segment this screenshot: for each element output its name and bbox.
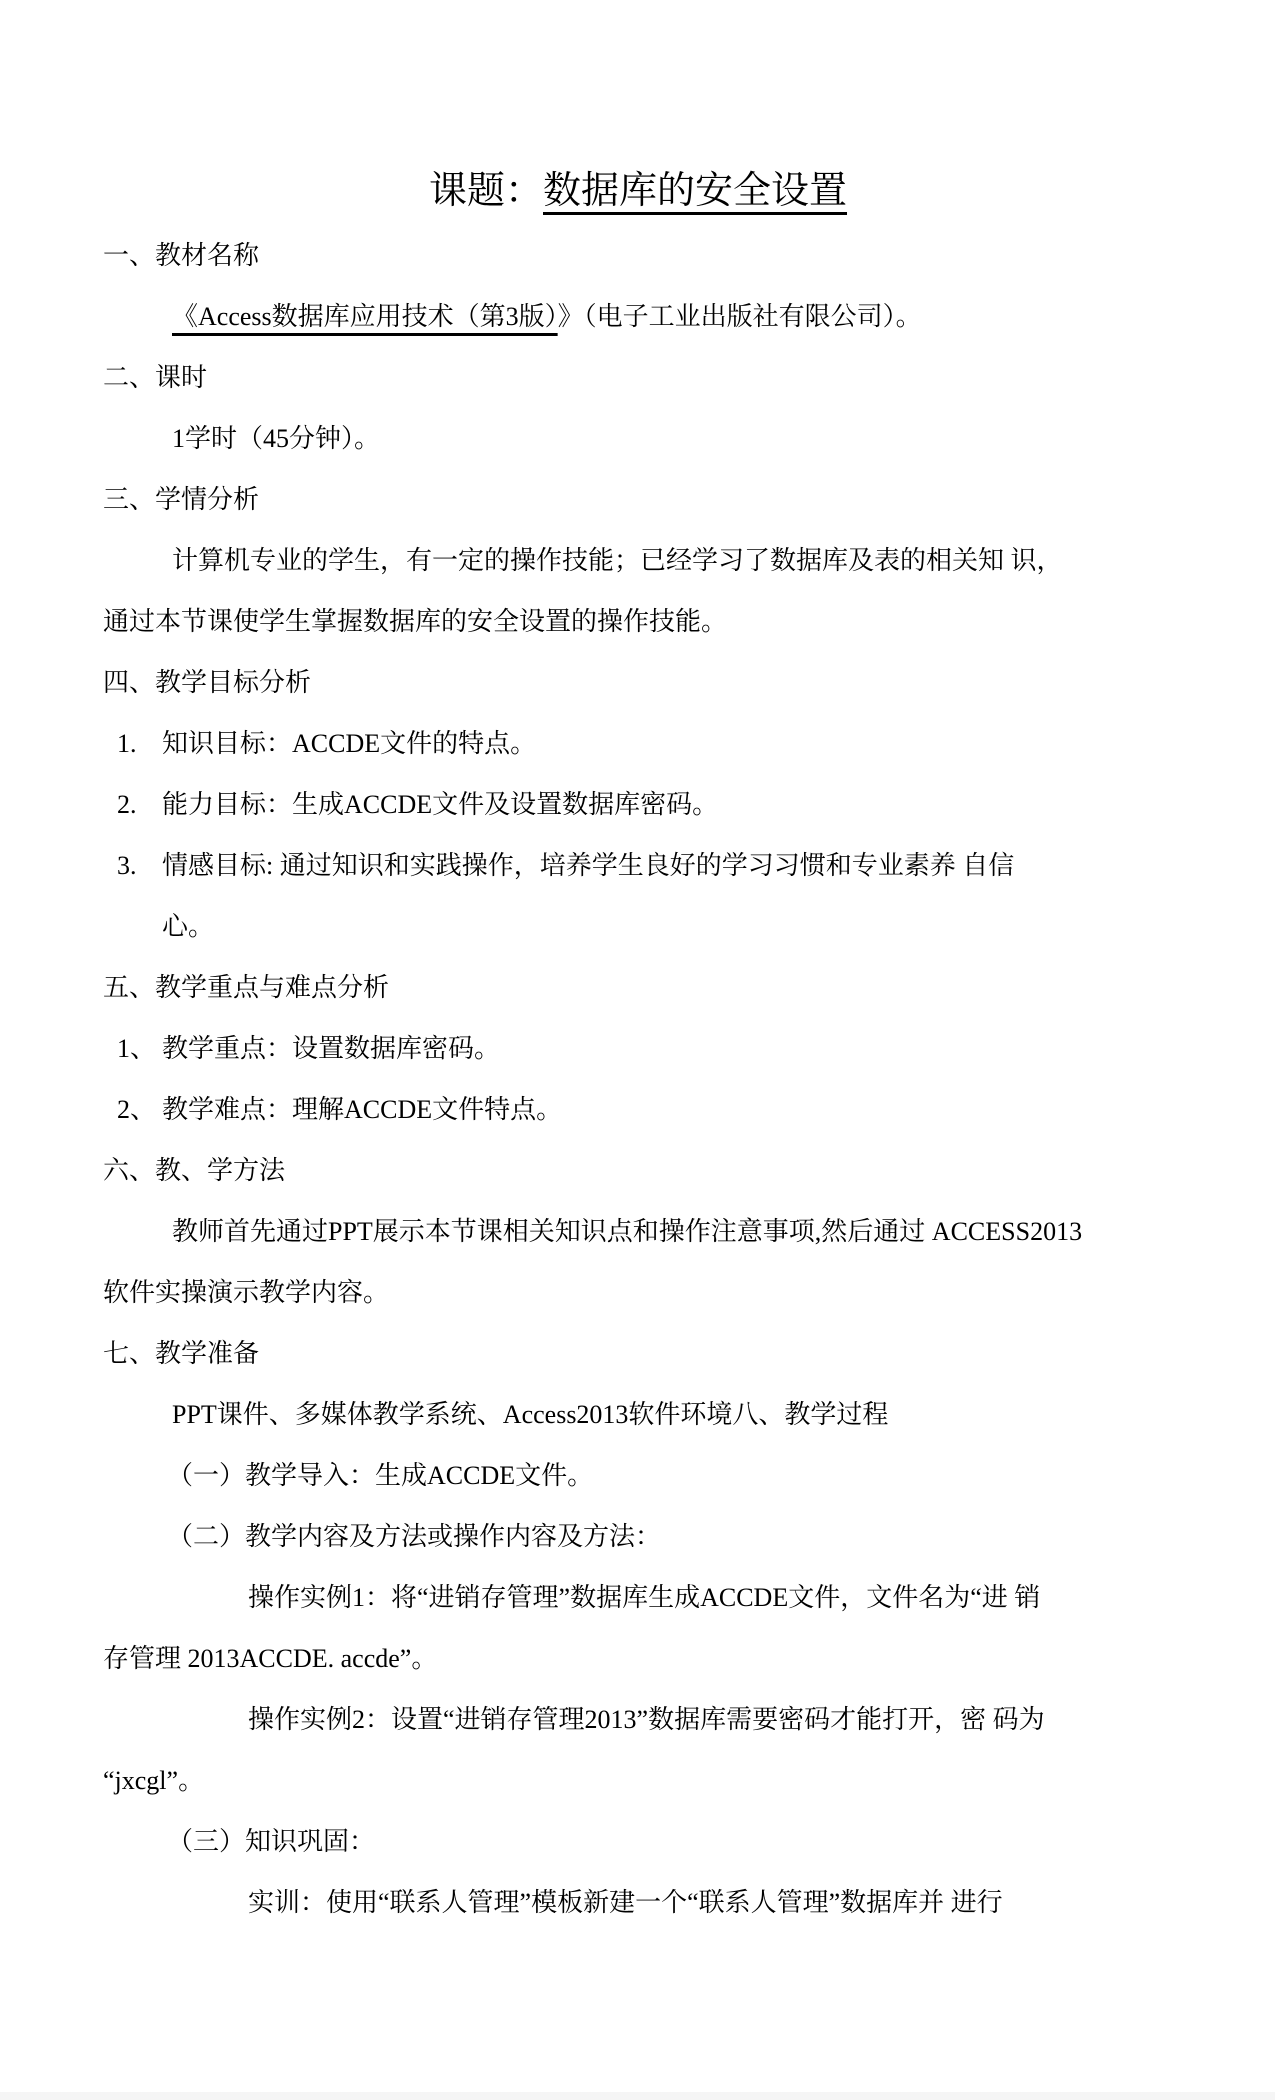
text-line: “jxcgl”。 [103,1766,205,1795]
text-line [103,774,1173,835]
text-line: 操作实例1：将“进销存管理”数据库生成ACCDE文件，文件名为“进 销 [248,1583,1041,1612]
text-line: 一、教材名称 [103,241,260,270]
list-number: 1. [117,729,137,758]
text-line: 通过本节课使学生掌握数据库的安全设置的操作技能。 [103,607,728,636]
text-line: 计算机专业的学生，有一定的操作技能；已经学习了数据库及表的相关知 识， [172,546,1063,575]
text-line: 七、教学准备 [103,1339,260,1368]
document-body [103,225,1173,1933]
title-underlined-text: 数据库的安全设置 [543,170,848,212]
list-text: 情感目标: 通过知识和实践操作，培养学生良好的学习习惯和专业素养 自信 [162,851,1015,880]
text-line [103,1079,1173,1140]
text-line: （一）教学导入：生成ACCDE文件。 [167,1461,594,1490]
text-line [103,713,1173,774]
document-title [103,157,1173,225]
text-line [103,835,1173,896]
text-line: 三、学情分析 [103,485,260,514]
text-line: 1学时（45分钟）。 [172,424,381,453]
text-line: 操作实例2：设置“进销存管理2013”数据库需要密码才能打开，密 码为 [248,1705,1045,1734]
text-line: 软件实操演示教学内容。 [103,1278,390,1307]
underlined-text-segment: 《Access数据库应用技术（第3版） [172,302,558,331]
text-line [103,286,1173,347]
text-line: PPT课件、多媒体教学系统、Access2013软件环境八、教学过程 [172,1400,889,1429]
list-number: 1、 [117,1034,157,1063]
list-text: 能力目标：生成ACCDE文件及设置数据库密码。 [162,790,719,819]
list-number: 2、 [117,1095,157,1124]
document-content [103,157,1173,1933]
list-text: 教学难点：理解ACCDE文件特点。 [162,1095,563,1124]
text-line: 四、教学目标分析 [103,668,312,697]
text-line: 五、教学重点与难点分析 [103,973,390,1002]
text-line: 实训：使用“联系人管理”模板新建一个“联系人管理”数据库并 进行 [248,1888,1003,1917]
list-number: 2. [117,790,137,819]
list-number: 3. [117,851,137,880]
list-text: 教学重点：设置数据库密码。 [162,1034,501,1063]
list-text: 知识目标：ACCDE文件的特点。 [162,729,537,758]
title-prefix: 课题： [428,170,543,212]
text-line: 心。 [162,912,215,941]
text-line: （三）知识巩固： [167,1827,376,1856]
text-line: 六、教、学方法 [103,1156,286,1185]
text-line: 存管理 2013ACCDE. accde”。 [103,1644,438,1673]
text-line [103,1018,1173,1079]
text-line: 二、课时 [103,363,208,392]
text-line: （二）教学内容及方法或操作内容及方法： [167,1522,662,1551]
text-segment: 》（电子工业出版社有限公司）。 [557,302,922,331]
text-line: 教师首先通过PPT展示本节课相关知识点和操作注意事项,然后通过 ACCESS2013 [172,1217,1083,1246]
page-bottom-edge [0,2092,1275,2100]
